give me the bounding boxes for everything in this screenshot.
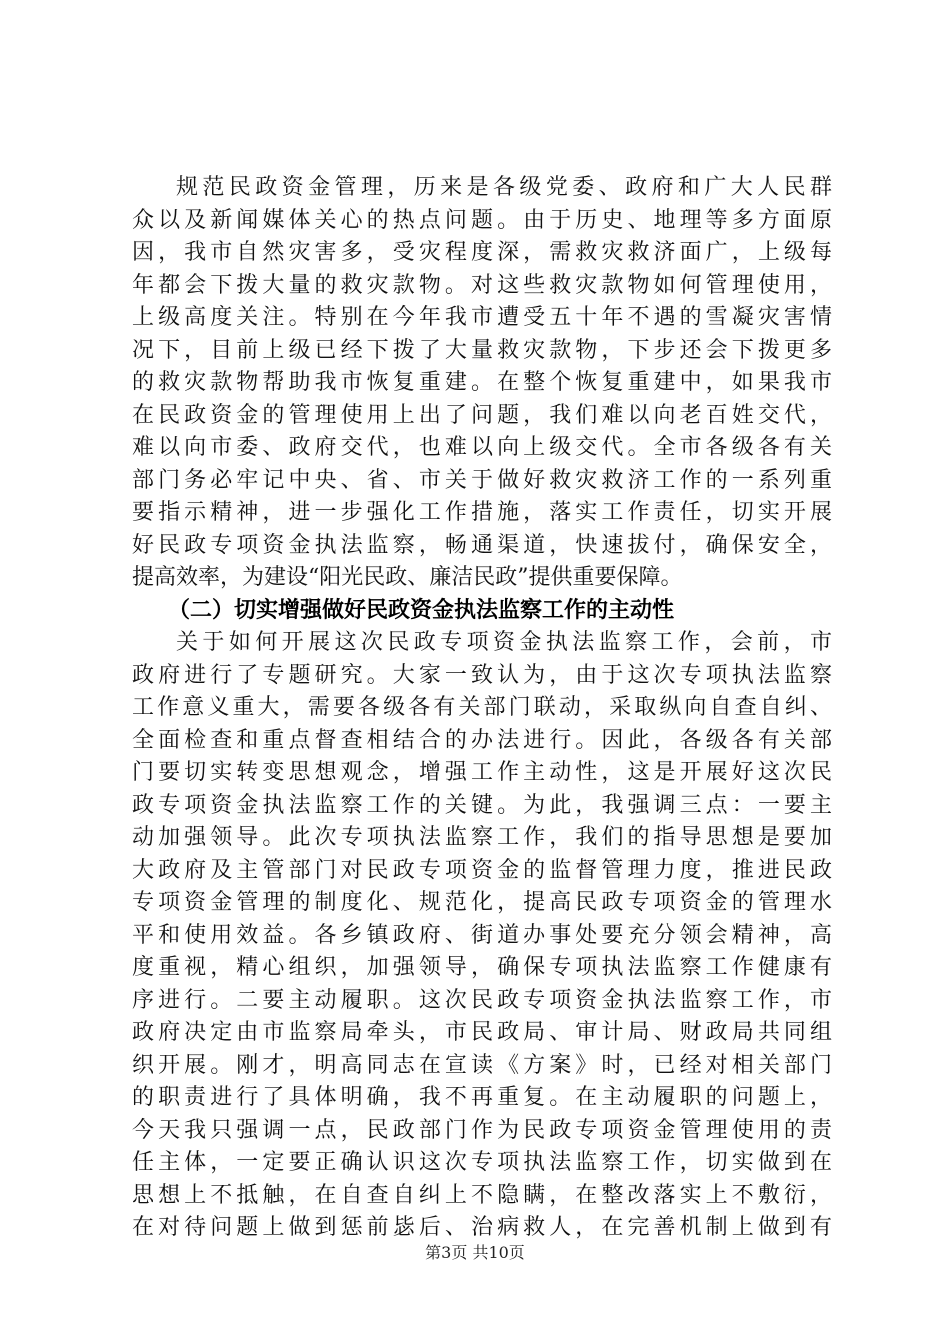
text-line: 规范民政资金管理，历来是各级党委、政府和广大人民群 — [176, 175, 832, 200]
text-line: 况下，目前上级已经下拨了大量救灾款物，下步还会下拨更多 — [132, 337, 832, 363]
text-line: 众以及新闻媒体关心的热点问题。由于历史、地理等多方面原 — [132, 207, 832, 233]
text-line: 要指示精神，进一步强化工作措施，落实工作责任，切实开展 — [132, 500, 832, 525]
text-line: 提高效率，为建设“阳光民政、廉洁民政”提供重要保障。 — [132, 565, 683, 590]
text-line: 难以向市委、政府交代，也难以向上级交代。全市各级各有关 — [132, 435, 832, 460]
text-line: 任主体，一定要正确认识这次专项执法监察工作，切实做到在 — [132, 1150, 832, 1175]
text-line: 思想上不抵触，在自查自纠上不隐瞒，在整改落实上不敷衍， — [132, 1182, 832, 1208]
text-line: 动加强领导。此次专项执法监察工作，我们的指导思想是要加 — [132, 825, 832, 850]
text-line: 政府决定由市监察局牵头，市民政局、审计局、财政局共同组 — [132, 1020, 832, 1045]
text-line: 的救灾款物帮助我市恢复重建。在整个恢复重建中，如果我市 — [132, 370, 832, 395]
text-line: 序进行。二要主动履职。这次民政专项资金执法监察工作，市 — [132, 987, 832, 1013]
text-line: 因，我市自然灾害多，受灾程度深，需救灾救济面广，上级每 — [132, 240, 832, 265]
text-line: 关于如何开展这次民政专项资金执法监察工作，会前，市 — [176, 630, 832, 655]
document-body — [132, 172, 832, 1245]
text-line: 度重视，精心组织，加强领导，确保专项执法监察工作健康有 — [132, 955, 832, 980]
text-line: 政府进行了专题研究。大家一致认为，由于这次专项执法监察 — [132, 662, 832, 688]
text-line: 年都会下拨大量的救灾款物。对这些救灾款物如何管理使用， — [132, 272, 832, 298]
section-heading: （二）切实增强做好民政资金执法监察工作的主动性 — [168, 597, 675, 623]
paragraph-2 — [132, 627, 832, 1245]
text-line: 平和使用效益。各乡镇政府、街道办事处要充分领会精神，高 — [132, 922, 832, 948]
text-line: 上级高度关注。特别在今年我市遭受五十年不遇的雪凝灾害情 — [132, 305, 832, 330]
text-line: 今天我只强调一点，民政部门作为民政专项资金管理使用的责 — [132, 1117, 832, 1143]
text-line: 的职责进行了具体明确，我不再重复。在主动履职的问题上， — [132, 1085, 832, 1110]
text-line: 政专项资金执法监察工作的关键。为此，我强调三点：一要主 — [132, 792, 832, 818]
text-line: 专项资金管理的制度化、规范化，提高民政专项资金的管理水 — [132, 890, 832, 915]
page-number-footer: 第3页 共10页 — [425, 1243, 525, 1262]
text-line: 在民政资金的管理使用上出了问题，我们难以向老百姓交代， — [132, 402, 832, 428]
text-line: 部门务必牢记中央、省、市关于做好救灾救济工作的一系列重 — [132, 467, 832, 493]
text-line: 工作意义重大，需要各级各有关部门联动，采取纵向自查自纠、 — [132, 695, 832, 720]
text-line: 好民政专项资金执法监察，畅通渠道，快速拔付，确保安全， — [132, 532, 832, 558]
text-line: 全面检查和重点督查相结合的办法进行。因此，各级各有关部 — [132, 727, 832, 753]
text-line: 织开展。刚才，明高同志在宣读《方案》时，已经对相关部门 — [132, 1052, 832, 1078]
paragraph-1 — [132, 172, 832, 595]
text-line: 在对待问题上做到惩前毖后、治病救人，在完善机制上做到有 — [132, 1215, 832, 1240]
text-line: 大政府及主管部门对民政专项资金的监督管理力度，推进民政 — [132, 857, 832, 883]
text-line: 门要切实转变思想观念，增强工作主动性，这是开展好这次民 — [132, 760, 832, 785]
